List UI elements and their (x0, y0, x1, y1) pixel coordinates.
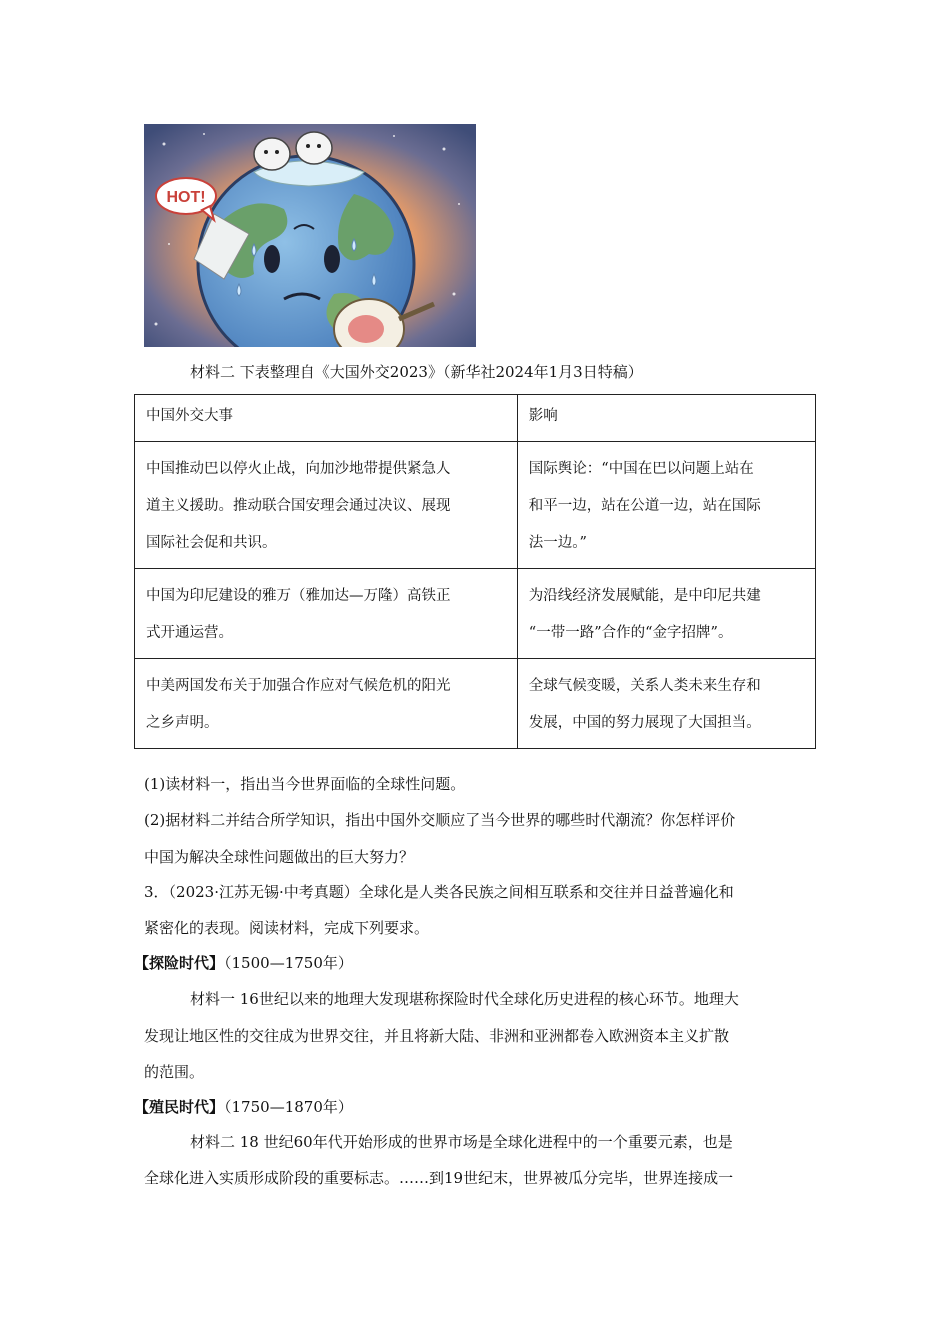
era1-material-line1: 材料一 16世纪以来的地理大发现堪称探险时代全球化历史进程的核心环节。地理大 (190, 990, 739, 1008)
table-row (135, 442, 816, 569)
question-2-line1: (2)据材料二并结合所学知识，指出中国外交顺应了当今世界的哪些时代潮流？你怎样评价 (144, 811, 736, 829)
era1-heading (134, 953, 353, 973)
global-warming-cartoon (144, 124, 476, 347)
question-1: (1)读材料一，指出当今世界面临的全球性问题。 (144, 775, 466, 793)
table-row (135, 659, 816, 749)
table-row (135, 569, 816, 659)
era2-heading (134, 1097, 353, 1117)
table-cell-impact: 全球气候变暖，关系人类未来生存和 发展，中国的努力展现了大国担当。 (517, 659, 815, 749)
question-3-line2: 紧密化的表现。阅读材料，完成下列要求。 (144, 919, 430, 937)
question-3-line1: 3．（2023·江苏无锡·中考真题）全球化是人类各民族之间相互联系和交往并日益普遍化和 (144, 883, 734, 901)
hot-text: HOT! (166, 189, 206, 206)
table-cell-impact: 为沿线经济发展赋能，是中印尼共建 “一带一路”合作的“金字招牌”。 (517, 569, 815, 659)
era2-material-line1: 材料二 18 世纪60年代开始形成的世界市场是全球化进程中的一个重要元素，也是 (190, 1133, 733, 1151)
table-cell-event: 中国为印尼建设的雅万（雅加达—万隆）高铁正 式开通运营。 (135, 569, 518, 659)
era1-material-line3: 的范围。 (144, 1063, 205, 1081)
header-events: 中国外交大事 (135, 395, 518, 442)
era2-title: 【殖民时代】 (134, 1098, 225, 1116)
era1-title: 【探险时代】 (134, 954, 225, 972)
era1-range: （1500—1750年） (224, 954, 353, 972)
material2-caption: 材料二 下表整理自《大国外交2023》（新华社2024年1月3日特稿） (190, 363, 643, 381)
era2-material-line2: 全球化进入实质形成阶段的重要标志。……到19世纪末，世界被瓜分完毕，世界连接成一 (144, 1169, 734, 1187)
header-impact: 影响 (517, 395, 815, 442)
era1-material-line2: 发现让地区性的交往成为世界交往，并且将新大陆、非洲和亚洲都卷入欧洲资本主义扩散 (144, 1027, 730, 1045)
table-header-row (135, 395, 816, 442)
diplomacy-table (134, 394, 816, 749)
table-cell-event: 中国推动巴以停火止战，向加沙地带提供紧急人 道主义援助。推动联合国安理会通过决议、展现 国际社会促和共识。 (135, 442, 518, 569)
question-2-line2: 中国为解决全球性问题做出的巨大努力？ (144, 848, 415, 866)
table-cell-event: 中美两国发布关于加强合作应对气候危机的阳光 之乡声明。 (135, 659, 518, 749)
table-cell-impact: 国际舆论：“中国在巴以问题上站在 和平一边，站在公道一边，站在国际 法一边。” (517, 442, 815, 569)
era2-range: （1750—1870年） (224, 1098, 353, 1116)
